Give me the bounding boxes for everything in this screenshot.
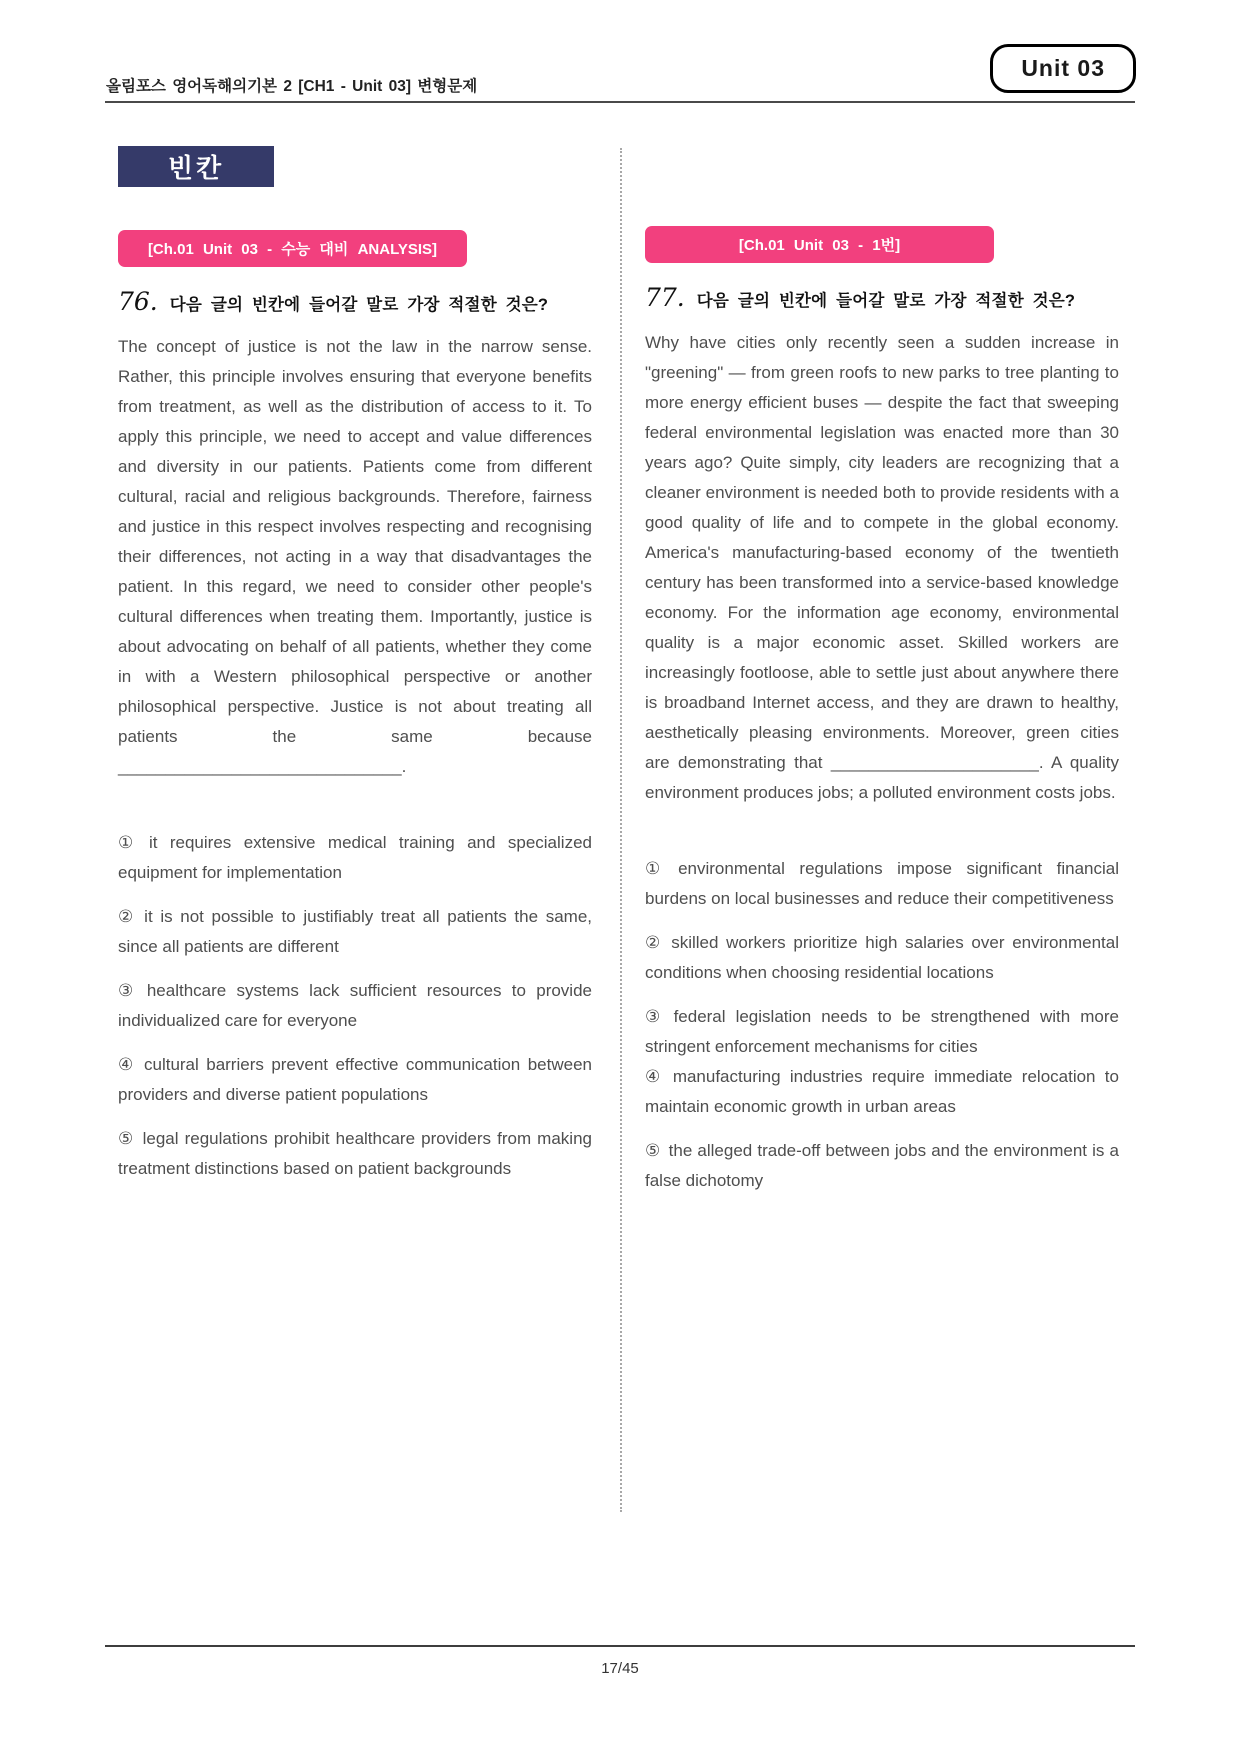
- question-76-option-2: [118, 902, 592, 962]
- option-text: manufacturing industries require immediate relocation to maintain economic growth in urban areas: [645, 1067, 1119, 1116]
- question-77-option-1: [645, 854, 1119, 914]
- option-marker-3: ③: [118, 981, 139, 1000]
- unit-badge: Unit 03: [990, 44, 1136, 93]
- option-marker-2: ②: [118, 907, 137, 926]
- question-77-option-2: [645, 928, 1119, 988]
- option-text: it requires extensive medical training and specialized equipment for implementation: [118, 833, 592, 882]
- question-76-option-3: [118, 976, 592, 1036]
- question-77-heading: [645, 283, 1119, 312]
- option-text: federal legislation needs to be strengthened with more stringent enforcement mechanisms for cities: [645, 1007, 1119, 1056]
- question-76-passage: The concept of justice is not the law in the narrow sense. Rather, this principle involves ensuring that everyone benefits from treatment, as well as the distribution of access to it. To apply this principle, we need to accept and value differences and diversity in our patients. Patients come from different cultural, racial and religious backgrounds. Therefore, fairness and justice in this respect involves respecting and recognising their differences, not acting in a way that disadvantages the patient. In this regard, we need to consider other people's cultural differences when treating them. Importantly, justice is about advocating on behalf of all patients, whether they come in with a Western philosophical perspective or another philosophical perspective. Justice is not about treating all patients the same because ______________________________.: [118, 337, 592, 776]
- question-76-heading: [118, 287, 592, 316]
- question-77-passage: Why have cities only recently seen a sudden increase in "greening" — from green roofs to new parks to tree planting to more energy efficient buses — despite the fact that sweeping federal environmental legislation was enacted more than 30 years ago? Quite simply, city leaders are recognizing that a cleaner environment is needed both to provide residents with a good quality of life and to compete in the global economy. America's manufacturing-based economy of the twentieth century has been transformed into a service-based knowledge economy. For the information age economy, environmental quality is a major economic asset. Skilled workers are increasingly footloose, able to settle just about anywhere there is broadband Internet access, and they are drawn to healthy, aesthetically pleasing environments. Moreover, green cities are demonstrating that ______________________. A quality environment produces jobs; a polluted environment costs jobs.: [645, 333, 1119, 802]
- option-marker-1: ①: [118, 833, 141, 852]
- option-marker-4: ④: [118, 1055, 136, 1074]
- question-77-option-4: [645, 1062, 1119, 1122]
- header-rule: [105, 101, 1135, 103]
- page-number: 17/45: [601, 1660, 639, 1677]
- question-76-option-5: [118, 1124, 592, 1184]
- question-77-block: [645, 226, 1119, 1210]
- question-76-option-1: [118, 828, 592, 888]
- option-text: the alleged trade-off between jobs and the environment is a false dichotomy: [645, 1141, 1119, 1190]
- question-77-option-5: [645, 1136, 1119, 1196]
- option-text: skilled workers prioritize high salaries over environmental conditions when choosing residential locations: [645, 933, 1119, 982]
- option-marker-5: ⑤: [118, 1129, 135, 1148]
- column-divider: [620, 148, 622, 1512]
- option-text: environmental regulations impose significant financial burdens on local businesses and reduce their competitiveness: [645, 859, 1119, 908]
- question-77-number: 77.: [645, 283, 685, 312]
- question-76-number: 76.: [118, 287, 158, 316]
- option-text: legal regulations prohibit healthcare providers from making treatment distinctions based on patient backgrounds: [118, 1129, 592, 1178]
- option-text: cultural barriers prevent effective communication between providers and diverse patient populations: [118, 1055, 592, 1104]
- option-marker-3: ③: [645, 1007, 666, 1026]
- question-77-prompt: 다음 글의 빈칸에 들어갈 말로 가장 적절한 것은?: [696, 292, 1076, 310]
- option-marker-4: ④: [645, 1067, 665, 1086]
- header-title: 올림포스 영어독해의기본 2 [CH1 - Unit 03] 변형문제: [106, 78, 478, 95]
- option-marker-1: ①: [645, 859, 671, 878]
- question-76-option-4: [118, 1050, 592, 1110]
- question-77-source-tag: [Ch.01 Unit 03 - 1번]: [645, 226, 994, 263]
- question-76-source-tag: [Ch.01 Unit 03 - 수능 대비 ANALYSIS]: [118, 230, 467, 267]
- question-77-options: [645, 854, 1119, 1196]
- question-76-prompt: 다음 글의 빈칸에 들어갈 말로 가장 적절한 것은?: [169, 296, 549, 314]
- option-marker-5: ⑤: [645, 1141, 661, 1160]
- question-77-option-3: [645, 1002, 1119, 1062]
- question-76-options: [118, 828, 592, 1184]
- option-text: it is not possible to justifiably treat all patients the same, since all patients are different: [118, 907, 592, 956]
- option-text: healthcare systems lack sufficient resources to provide individualized care for everyone: [118, 981, 592, 1030]
- question-76-block: [118, 230, 592, 1198]
- footer-rule: [105, 1645, 1135, 1647]
- option-marker-2: ②: [645, 933, 664, 952]
- section-label-blank: 빈칸: [118, 146, 274, 187]
